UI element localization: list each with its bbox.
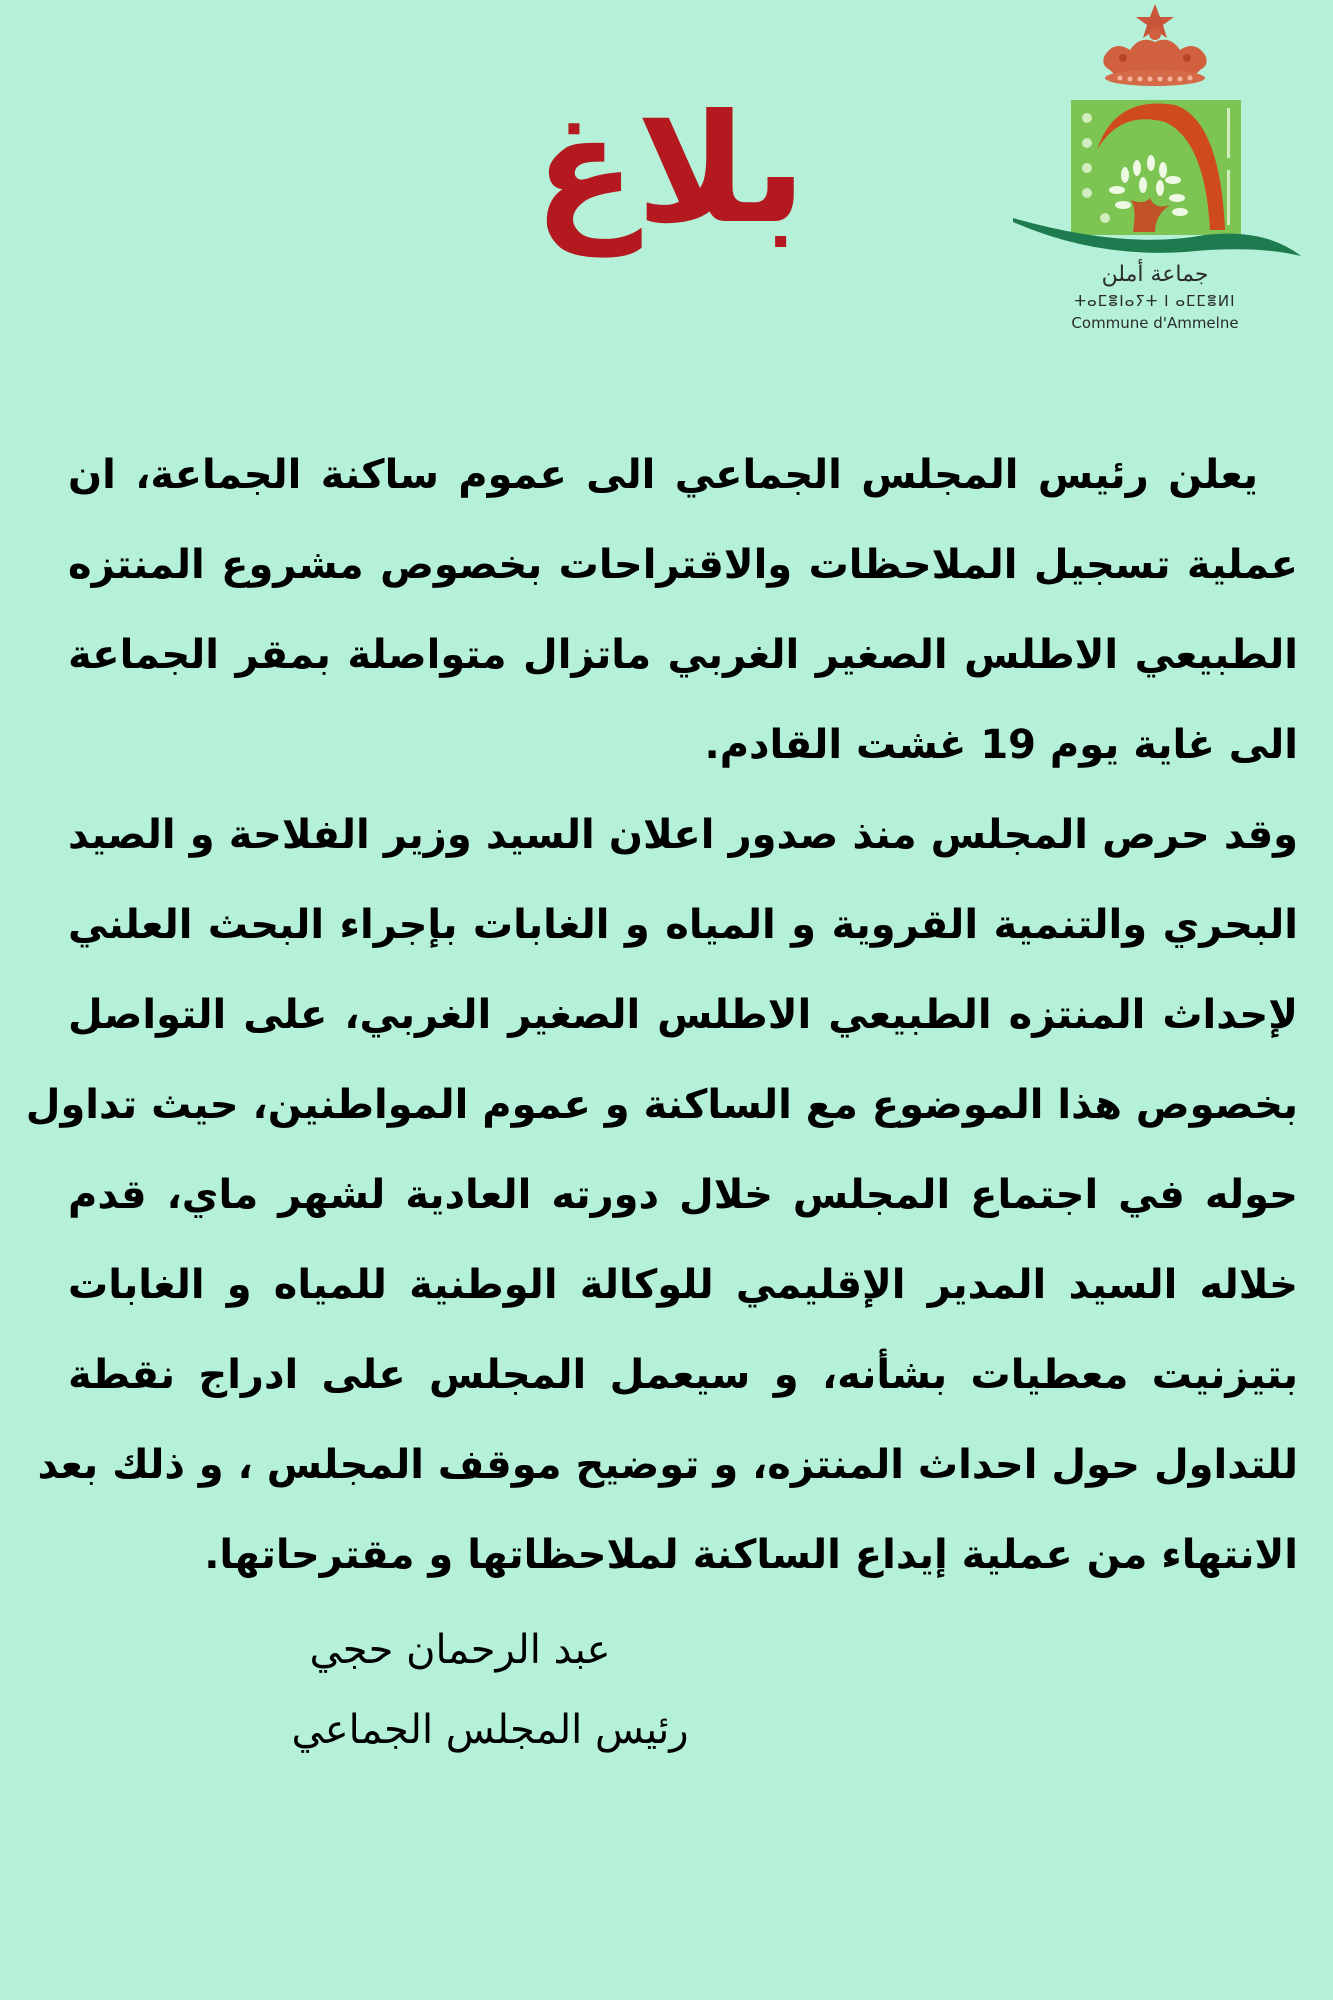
body-line: الطبيعي الاطلس الصغير الغربي ماتزال متواصلة بمقر الجماعة [68,632,1298,678]
body-line: الانتهاء من عملية إيداع الساكنة لملاحظاتها و مقترحاتها. [204,1532,1298,1578]
body-line: لإحداث المنتزه الطبيعي الاطلس الصغير الغربي، على التواصل [68,992,1298,1038]
body-line: بتيزنيت معطيات بشأنه، و سيعمل المجلس على ادراج نقطة [68,1352,1298,1398]
announcement-body [25,430,1298,1600]
signatory-title: رئيس المجلس الجماعي [291,1707,689,1753]
body-line: يعلن رئيس المجلس الجماعي الى عموم ساكنة الجماعة، ان [68,452,1258,498]
logo-name-tifinagh: ⵜⴰⵎⴻⵏⴰⵢⵜ ⵏ ⴰⵎⵎⴻⵍⵏ [1074,292,1236,310]
body-line: عملية تسجيل الملاحظات والاقتراحات بخصوص مشروع المنتزه [68,542,1298,588]
commune-logo [1005,0,1305,340]
body-line: البحري والتنمية القروية و المياه و الغابات بإجراء البحث العلني [68,902,1298,948]
signature-block [240,1610,740,1770]
body-line: للتداول حول احداث المنتزه، و توضيح موقف المجلس ، و ذلك بعد [37,1442,1298,1488]
commune-emblem-icon [1005,0,1305,260]
body-line: وقد حرص المجلس منذ صدور اعلان السيد وزير الفلاحة و الصيد [68,812,1298,858]
logo-name-arabic: جماعة أملن [1101,262,1209,287]
body-line: بخصوص هذا الموضوع مع الساكنة و عموم المواطنين، حيث تداول [25,1082,1298,1128]
body-line: خلاله السيد المدير الإقليمي للوكالة الوطنية للمياه و الغابات [68,1262,1298,1308]
logo-name-french: Commune d'Ammelne [1071,314,1239,332]
signatory-name: عبد الرحمان حجي [309,1627,611,1673]
announcement-title: بلاغ [533,83,807,257]
body-line: حوله في اجتماع المجلس خلال دورته العادية لشهر ماي، قدم [68,1172,1298,1218]
body-line: الى غاية يوم 19 غشت القادم. [704,722,1298,768]
